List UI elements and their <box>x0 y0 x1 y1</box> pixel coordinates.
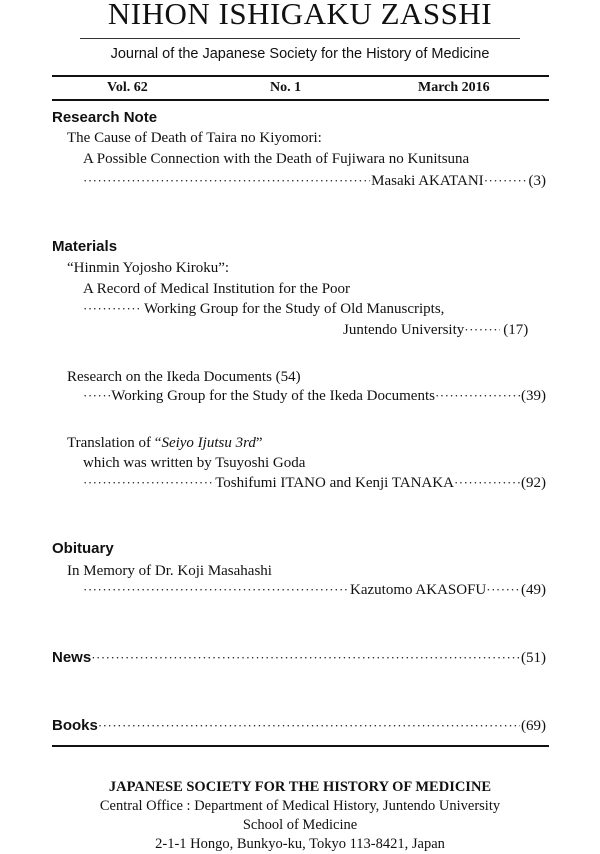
article-title-continued: A Record of Medical Institution for the Poor <box>83 281 351 297</box>
toc-entry-author-line[interactable] <box>83 580 546 600</box>
italic-title: Seiyo Ijutsu 3rd <box>161 435 256 451</box>
office-address-line: School of Medicine <box>242 817 358 833</box>
toc-entry-author-line[interactable] <box>83 386 546 406</box>
article-title-continued: A Possible Connection with the Death of Fujiwara no Kunitsuna <box>83 151 470 167</box>
author-name: Working Group for the Study of Old Manuscripts, <box>144 301 445 317</box>
number-label: No. 1 <box>270 80 302 95</box>
leader-dots <box>464 320 500 340</box>
article-title: In Memory of Dr. Koji Masahashi <box>67 563 272 579</box>
page-number: (3) <box>528 173 546 189</box>
volume-label: Vol. 62 <box>107 80 148 95</box>
leader-dots <box>454 473 521 493</box>
toc-entry-author-line[interactable] <box>343 320 546 340</box>
page-number: (39) <box>520 388 546 404</box>
page-number: (17) <box>503 322 529 338</box>
author-name: Working Group for the Study of the Ikeda Documents <box>111 388 435 404</box>
issue-rule-top <box>52 75 549 77</box>
section-heading-materials: Materials <box>52 238 118 255</box>
article-title: The Cause of Death of Taira no Kiyomori: <box>67 130 322 146</box>
office-address-line: Central Office : Department of Medical History, Juntendo University <box>99 798 501 814</box>
office-address-line: 2-1-1 Hongo, Bunkyo-ku, Tokyo 113-8421, Japan <box>155 836 445 852</box>
issue-rule-bottom <box>52 99 549 101</box>
author-name: Kazutomo AKASOFU <box>350 582 487 598</box>
leader-dots <box>91 648 520 668</box>
journal-subtitle: Journal of the Japanese Society for the History of Medicine <box>110 46 490 62</box>
society-name: JAPANESE SOCIETY FOR THE HISTORY OF MEDICINE <box>108 779 492 795</box>
toc-entry-news[interactable] <box>52 648 546 668</box>
article-title-continued: which was written by Tsuyoshi Goda <box>83 455 306 471</box>
toc-entry-books[interactable] <box>52 716 546 736</box>
leader-dots <box>83 299 141 319</box>
toc-entry-author-line[interactable] <box>83 171 546 191</box>
section-heading-obituary: Obituary <box>52 540 114 557</box>
author-affiliation: Juntendo University <box>343 322 465 338</box>
issue-date: March 2016 <box>418 80 490 95</box>
page-number: (92) <box>521 475 546 491</box>
footer-rule <box>52 745 549 747</box>
section-heading-books: Books <box>52 717 98 734</box>
author-name: Toshifumi ITANO and Kenji TANAKA <box>215 475 454 491</box>
page-number: (49) <box>521 582 547 598</box>
article-title: Research on the Ikeda Documents (54) <box>67 369 301 385</box>
leader-dots <box>83 580 349 600</box>
leader-dots <box>484 171 528 191</box>
section-heading-news: News <box>52 649 92 666</box>
toc-entry-author-line[interactable] <box>83 473 546 493</box>
leader-dots <box>83 473 215 493</box>
section-heading-research-note: Research Note <box>52 109 158 126</box>
leader-dots <box>83 171 370 191</box>
title-divider <box>80 38 520 39</box>
page-number: (51) <box>521 650 546 666</box>
leader-dots <box>98 716 520 736</box>
leader-dots <box>486 580 520 600</box>
leader-dots <box>83 386 111 406</box>
leader-dots <box>435 386 521 406</box>
article-title: Translation of “Seiyo Ijutsu 3rd” <box>67 435 263 451</box>
author-name: Masaki AKATANI <box>371 173 484 189</box>
journal-title: NIHON ISHIGAKU ZASSHI <box>107 0 493 31</box>
page-number: (69) <box>521 718 546 734</box>
article-title: “Hinmin Yojosho Kiroku”: <box>67 260 230 276</box>
toc-entry-author-line <box>83 299 483 319</box>
